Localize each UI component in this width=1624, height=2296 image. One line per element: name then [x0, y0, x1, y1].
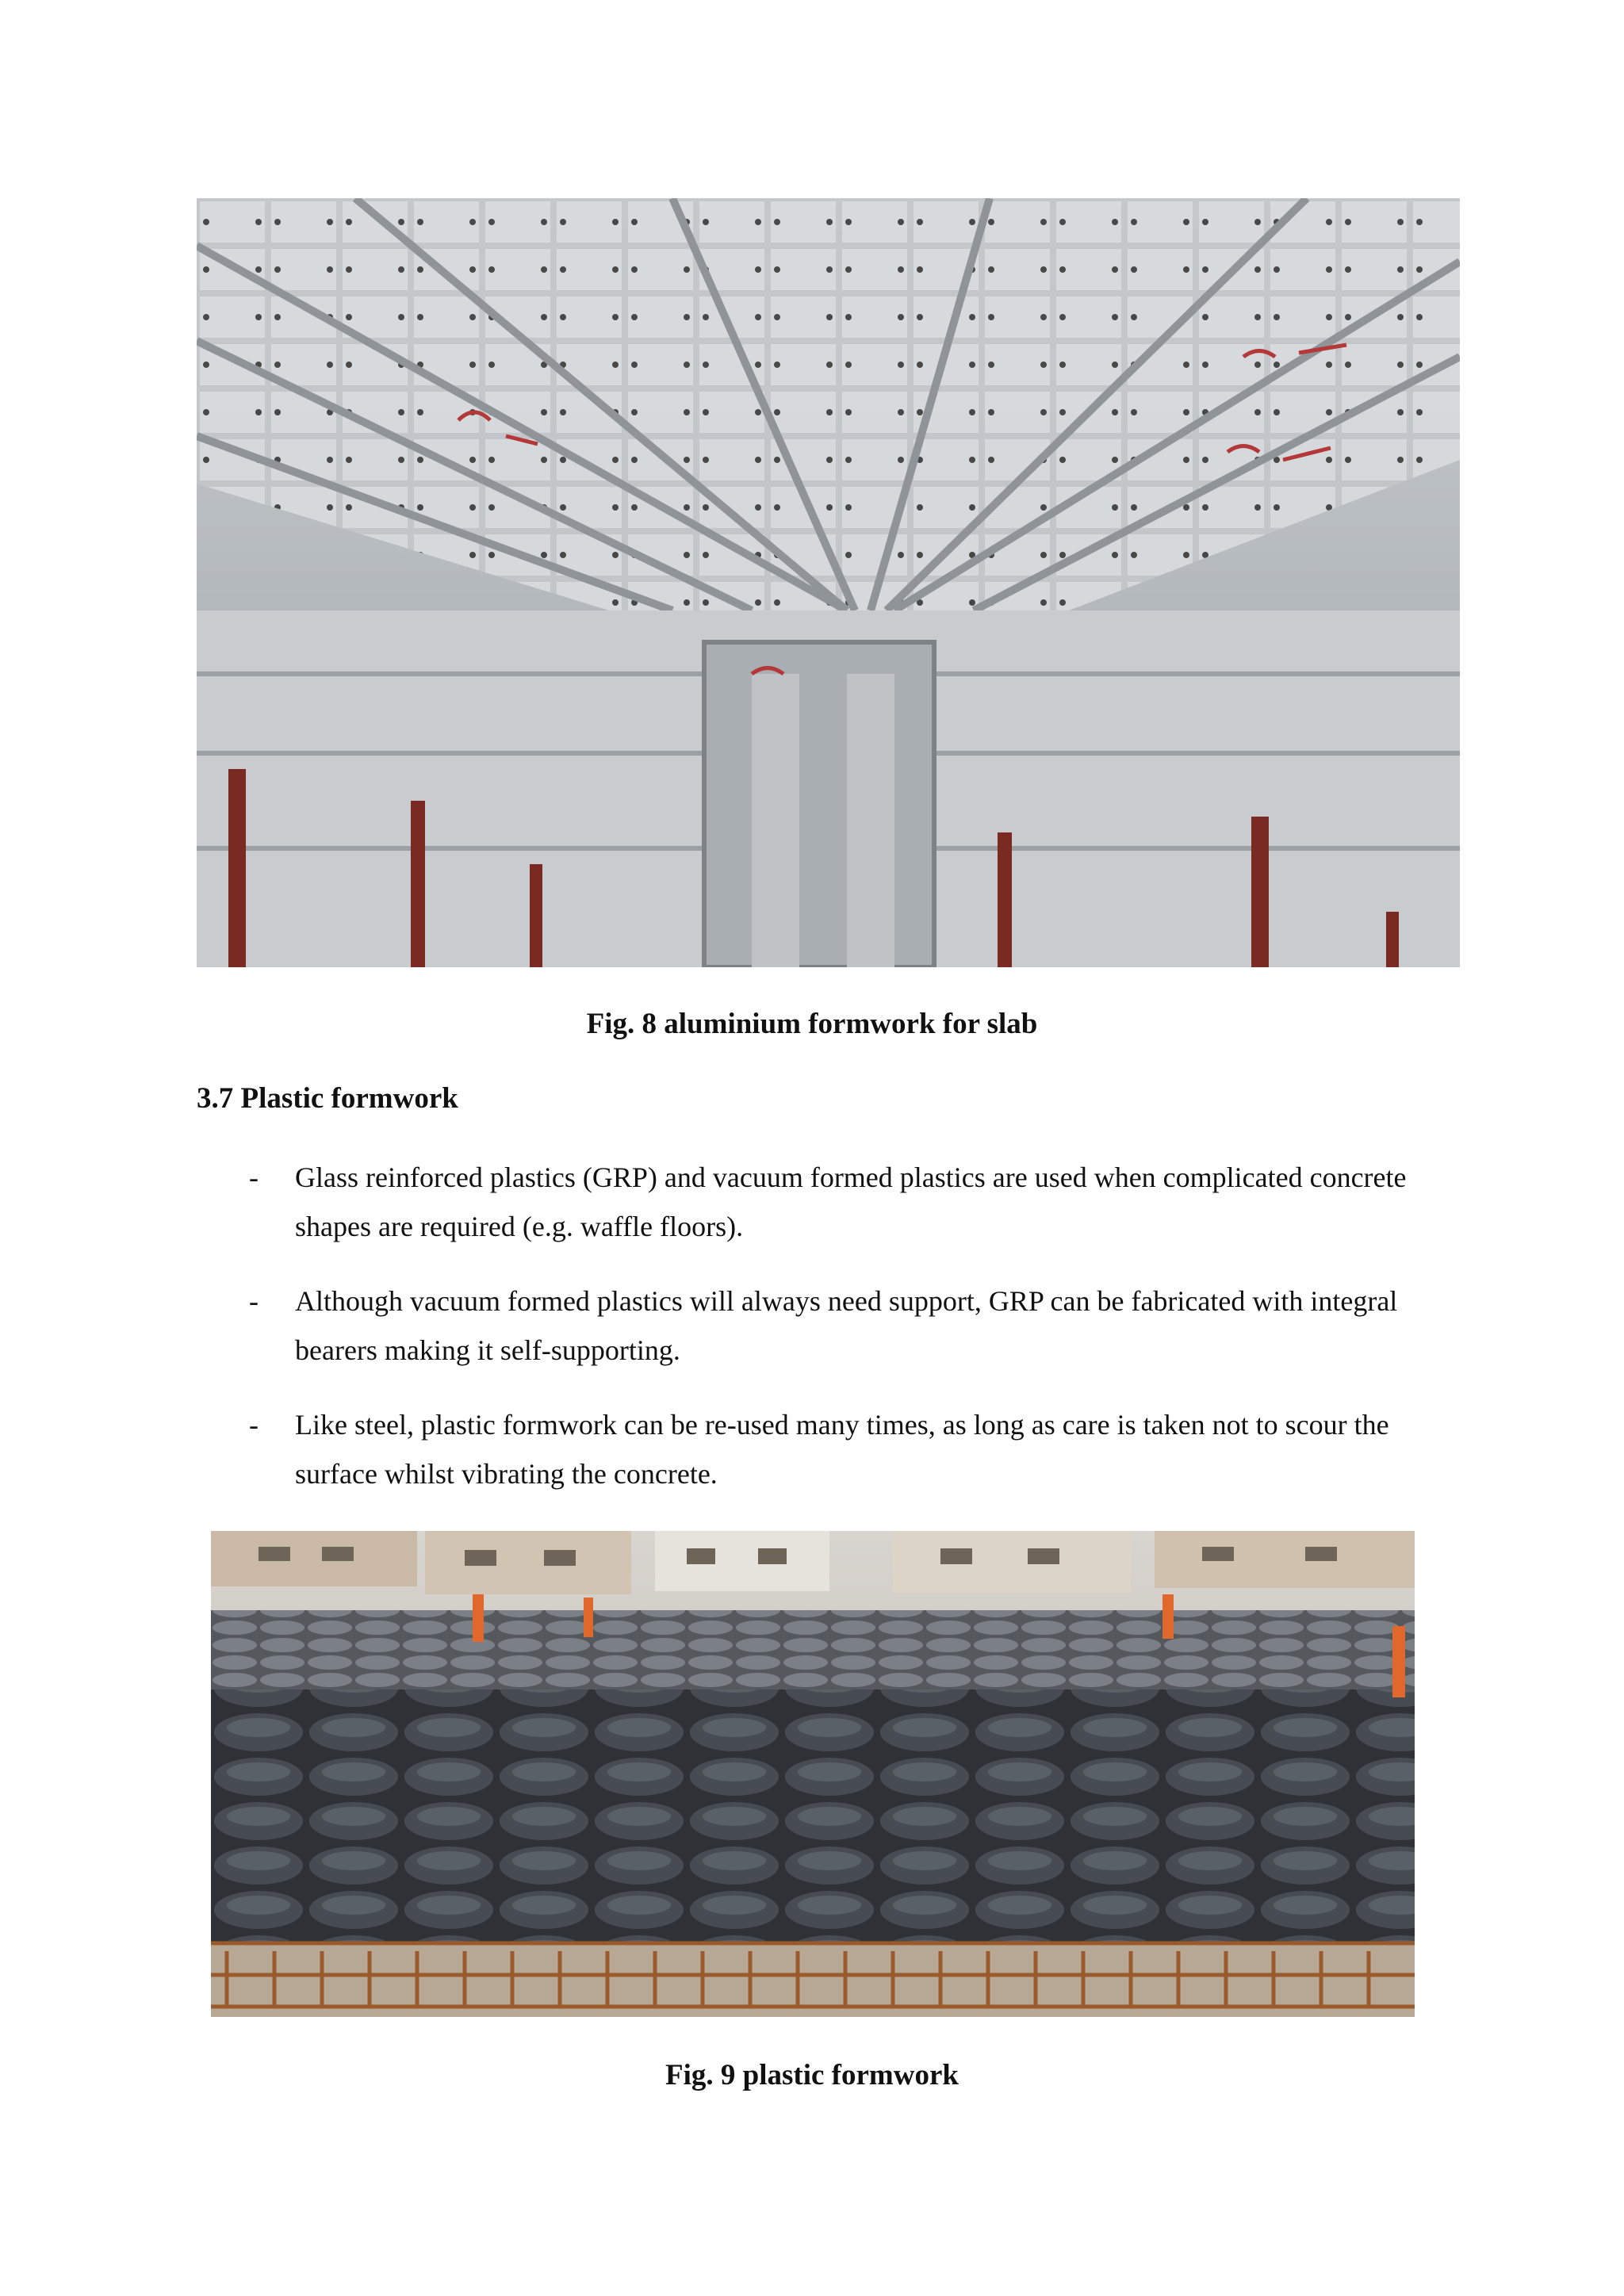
bullet-text: Glass reinforced plastics (GRP) and vacuum formed plastics are used when complicated concrete shapes are required (e.g. waffle floors).: [295, 1161, 1407, 1242]
aluminium-formwork-illustration: [197, 198, 1460, 967]
bullet-list: [197, 1153, 1465, 1524]
bullet-text: Like steel, plastic formwork can be re-used many times, as long as care is taken not to scour the surface whilst vibrating the concrete.: [295, 1409, 1389, 1490]
plastic-formwork-illustration: [211, 1531, 1415, 2017]
bullet-marker: -: [249, 1409, 259, 1441]
plastic-formwork-photo: [211, 1531, 1415, 2017]
list-item: [197, 1153, 1465, 1251]
section-heading: 3.7 Plastic formwork: [197, 1082, 458, 1115]
figure-9-caption: Fig. 9 plastic formwork: [665, 2059, 959, 2091]
list-item: [197, 1400, 1465, 1498]
bullet-marker: -: [249, 1161, 259, 1193]
aluminium-formwork-photo: [197, 198, 1460, 967]
bullet-text: Although vacuum formed plastics will always need support, GRP can be fabricated with integral bearers making it self-supporting.: [295, 1285, 1398, 1366]
bullet-marker: -: [249, 1285, 259, 1317]
list-item: [197, 1276, 1465, 1375]
figure-8-caption: Fig. 8 aluminium formwork for slab: [586, 1008, 1038, 1040]
